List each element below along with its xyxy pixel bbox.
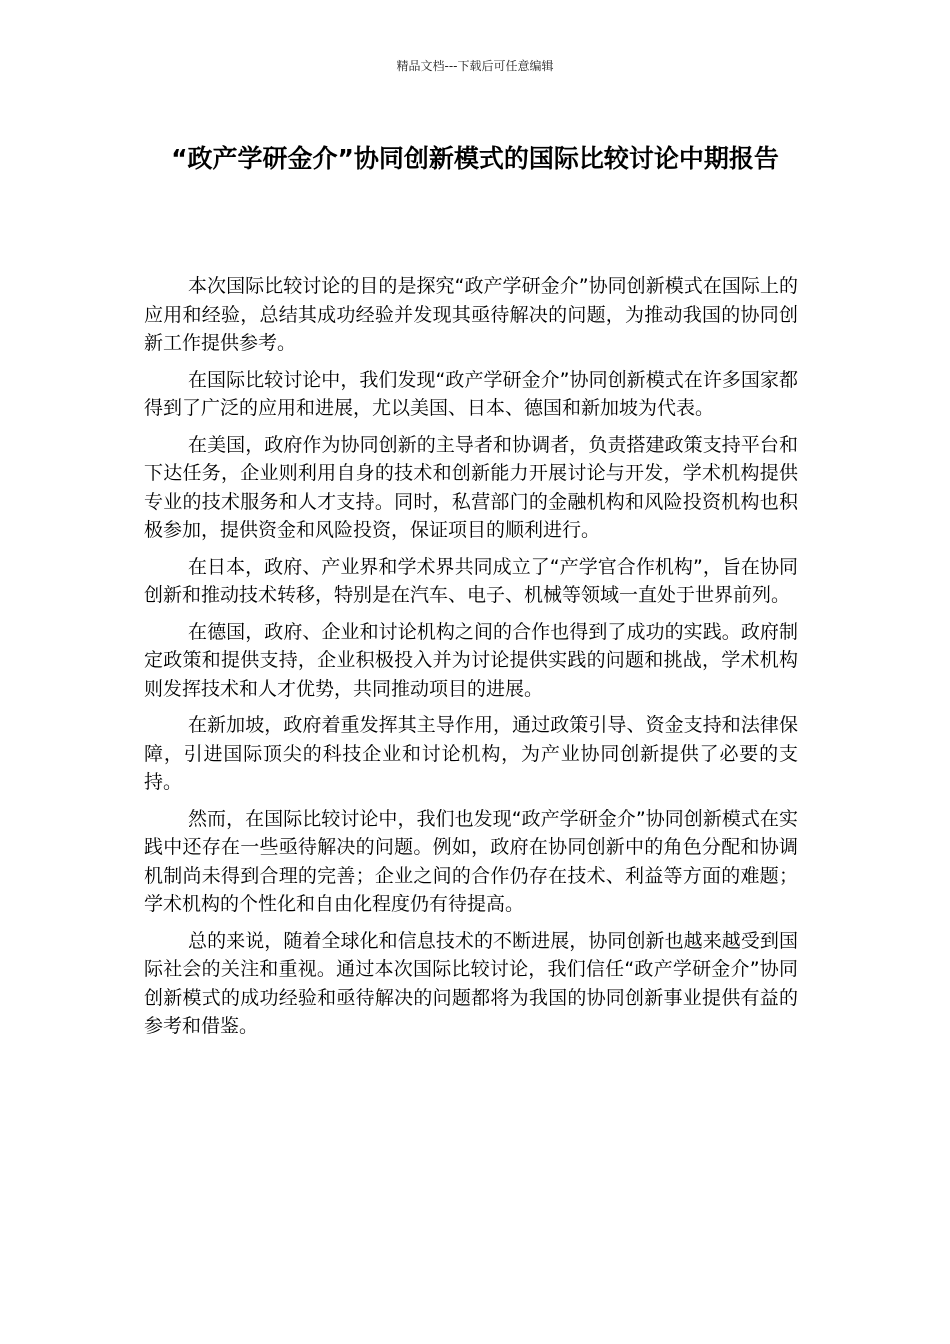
- paragraph-usa: 在美国，政府作为协同创新的主导者和协调者，负责搭建政策支持平台和下达任务，企业则利用自身的技术和创新能力开展讨论与开发，学术机构提供专业的技术服务和人才支持。同时，私营部门的金融机构和风险投资机构也积极参加，提供资金和风险投资，保证项目的顺利进行。: [144, 433, 798, 541]
- document-title: “政产学研金介”协同创新模式的国际比较讨论中期报告: [171, 144, 779, 173]
- paragraph-japan: 在日本，政府、产业界和学术界共同成立了“产学官合作机构”，旨在协同创新和推动技术转移，特别是在汽车、电子、机械等领域一直处于世界前列。: [144, 555, 798, 606]
- paragraph-problems: 然而，在国际比较讨论中，我们也发现“政产学研金介”协同创新模式在实践中还存在一些亟待解决的问题。例如，政府在协同创新中的角色分配和协调机制尚未得到合理的完善；企业之间的合作仍存在技术、利益等方面的难题；学术机构的个性化和自由化程度仍有待提高。: [144, 807, 798, 915]
- paragraph-overview: 在国际比较讨论中，我们发现“政产学研金介”协同创新模式在许多国家都得到了广泛的应用和进展，尤以美国、日本、德国和新加坡为代表。: [144, 368, 798, 419]
- paragraph-purpose: 本次国际比较讨论的目的是探究“政产学研金介”协同创新模式在国际上的应用和经验，总结其成功经验并发现其亟待解决的问题，为推动我国的协同创新工作提供参考。: [144, 275, 798, 354]
- paragraph-singapore: 在新加坡，政府着重发挥其主导作用，通过政策引导、资金支持和法律保障，引进国际顶尖的科技企业和讨论机构，为产业协同创新提供了必要的支持。: [144, 714, 798, 793]
- header-note: 精品文档---下载后可任意编辑: [396, 59, 554, 73]
- paragraph-germany: 在德国，政府、企业和讨论机构之间的合作也得到了成功的实践。政府制定政策和提供支持，企业积极投入并为讨论提供实践的问题和挑战，学术机构则发挥技术和人才优势，共同推动项目的进展。: [144, 620, 798, 700]
- document-body: [144, 272, 798, 1049]
- paragraph-conclusion: 总的来说，随着全球化和信息技术的不断进展，协同创新也越来越受到国际社会的关注和重视。通过本次国际比较讨论，我们信任“政产学研金介”协同创新模式的成功经验和亟待解决的问题都将为我国的协同创新事业提供有益的参考和借鉴。: [144, 929, 798, 1037]
